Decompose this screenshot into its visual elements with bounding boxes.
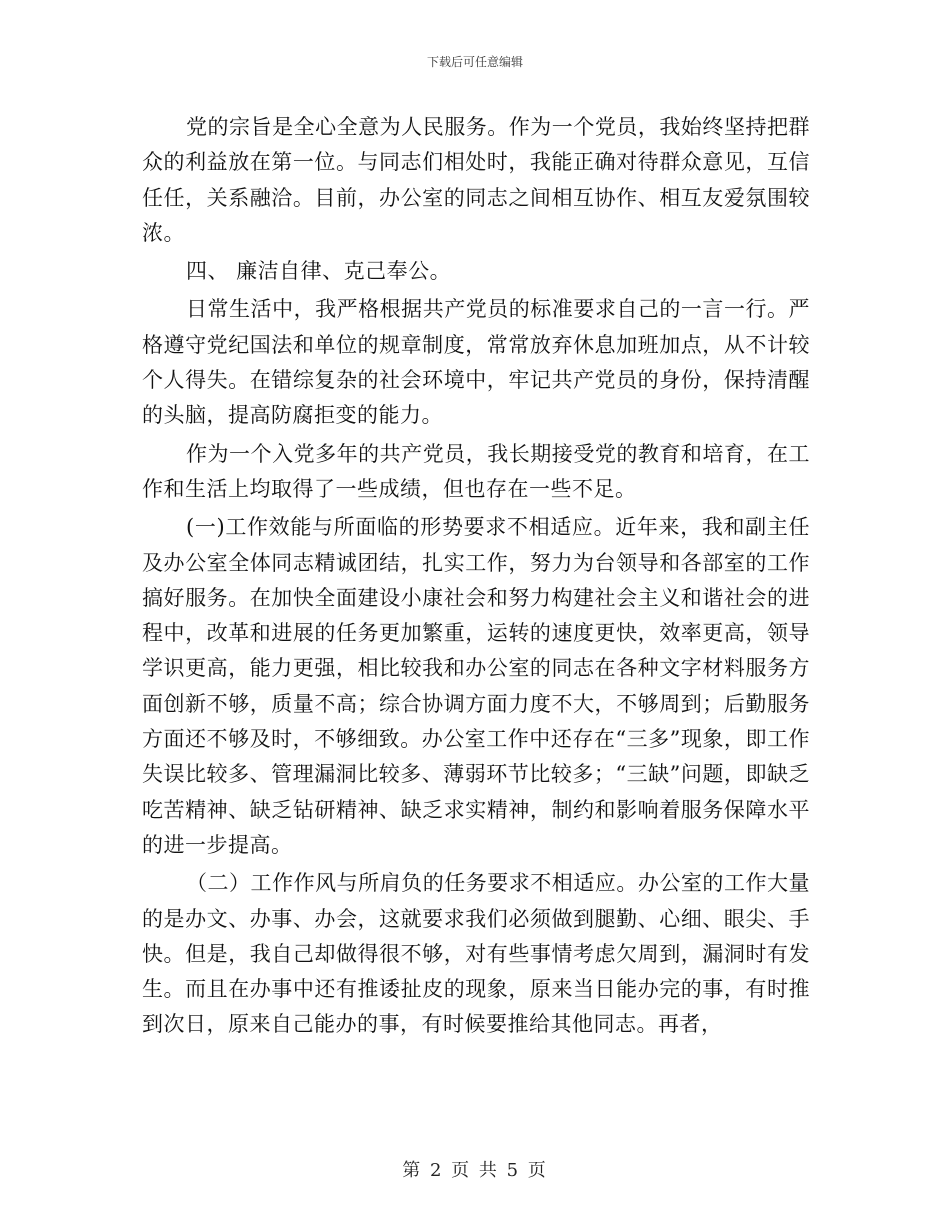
page-number-footer: 第 2 页 共 5 页 <box>402 1160 548 1181</box>
paragraph: （二）工作作风与所肩负的任务要求不相适应。办公室的工作大量的是办文、办事、办会，这就要求我们必须做到腿勤、心细、眼尖、手快。但是，我自己却做得很不够，对有些事情考虑欠周到，漏洞时有发生。而且在办事中还有推诿扯皮的现象，原来当日能办完的事，有时推到次日，原来自己能办的事，有时候要推给其他同志。再者， <box>142 871 810 1037</box>
document-body <box>142 110 810 1046</box>
page-header: 下载后可任意编辑 <box>426 55 523 69</box>
paragraph: 党的宗旨是全心全意为人民服务。作为一个党员，我始终坚持把群众的利益放在第一位。与同志们相处时，我能正确对待群众意见，互信任任，关系融洽。目前，办公室的同志之间相互协作、相互友爱氛围较浓。 <box>142 115 810 245</box>
paragraph: (一)工作效能与所面临的形势要求不相适应。近年来，我和副主任及办公室全体同志精诚团结，扎实工作，努力为台领导和各部室的工作搞好服务。在加快全面建设小康社会和努力构建社会主义和谐社会的进程中，改革和进展的任务更加繁重，运转的速度更快，效率更高，领导学识更高，能力更强，相比较我和办公室的同志在各种文字材料服务方面创新不够，质量不高；综合协调方面力度不大，不够周到；后勤服务方面还不够及时，不够细致。办公室工作中还存在“三多”现象，即工作失误比较多、管理漏洞比较多、薄弱环节比较多；“三缺”问题，即缺乏吃苦精神、缺乏钻研精神、缺乏求实精神，制约和影响着服务保障水平的进一步提高。 <box>142 515 810 857</box>
section-heading: 四、 廉洁自律、克己奉公。 <box>186 259 452 284</box>
paragraph: 日常生活中，我严格根据共产党员的标准要求自己的一言一行。严格遵守党纪国法和单位的规章制度，常常放弃休息加班加点，从不计较个人得失。在错综复杂的社会环境中，牢记共产党员的身份，保持清醒的头脑，提高防腐拒变的能力。 <box>142 297 810 428</box>
paragraph: 作为一个入党多年的共产党员，我长期接受党的教育和培育，在工作和生活上均取得了一些成绩，但也存在一些不足。 <box>142 441 810 501</box>
